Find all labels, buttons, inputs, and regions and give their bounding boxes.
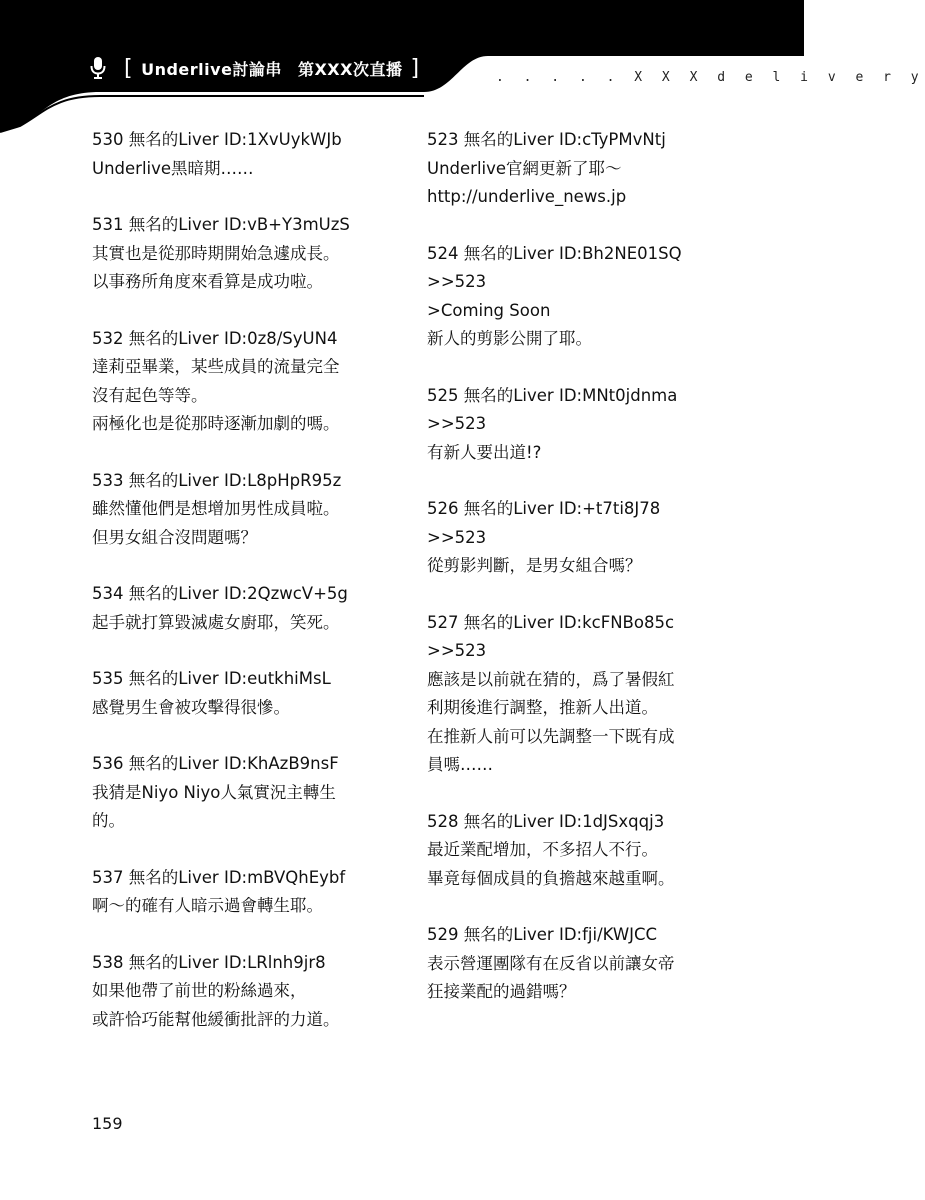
- microphone-icon: [90, 56, 106, 80]
- forum-post: [92, 126, 392, 183]
- post-line: 以事務所角度來看算是成功啦。: [92, 272, 323, 291]
- post-header: 531 無名的Liver ID:vB+Y3mUzS: [92, 215, 350, 234]
- forum-post: [92, 211, 392, 297]
- post-line: 雖然懂他們是想增加男性成員啦。: [92, 499, 340, 518]
- post-header: 537 無名的Liver ID:mBVQhEybf: [92, 867, 346, 887]
- post-header: 530 無名的Liver ID:1XvUykWJb: [92, 130, 342, 149]
- post-header: 526 無名的Liver ID:+t7ti8J78: [427, 499, 661, 518]
- post-line: 在推新人前可以先調整一下既有成: [427, 726, 675, 746]
- post-line: 利期後進行調整，推新人出道。: [427, 698, 658, 717]
- post-line: Underlive黑暗期……: [92, 158, 254, 178]
- post-header: 536 無名的Liver ID:KhAzB9nsF: [92, 754, 339, 773]
- forum-post: [92, 665, 392, 722]
- post-line: 達莉亞畢業，某些成員的流量完全: [92, 357, 340, 376]
- post-line: 或許恰巧能幫他緩衝批評的力道。: [92, 1009, 340, 1029]
- post-header: 527 無名的Liver ID:kcFNBo85c: [427, 612, 675, 632]
- post-line: 有新人要出道!?: [427, 442, 542, 462]
- post-line: >>523: [427, 414, 487, 433]
- post-header: 532 無名的Liver ID:0z8/SyUN4: [92, 328, 338, 348]
- post-line: 但男女組合沒問題嗎？: [92, 527, 257, 547]
- post-line: 最近業配增加，不多招人不行。: [427, 840, 658, 859]
- post-line: 應該是以前就在猜的，爲了暑假紅: [427, 669, 675, 689]
- post-line: 我猜是Niyo Niyo人氣實況主轉生: [92, 782, 336, 802]
- post-line: Underlive官網更新了耶～: [427, 158, 622, 178]
- post-line: >>523: [427, 641, 487, 660]
- forum-post: [427, 126, 727, 212]
- post-line: 其實也是從那時期開始急遽成長。: [92, 243, 340, 263]
- forum-post: [92, 750, 392, 836]
- post-line: 表示營運團隊有在反省以前讓女帝: [427, 953, 675, 973]
- bracket-open: [: [124, 55, 134, 81]
- post-line: 員嗎……: [427, 755, 493, 774]
- post-line: 兩極化也是從那時逐漸加劇的嗎。: [92, 414, 340, 433]
- post-header: 525 無名的Liver ID:MNt0jdnma: [427, 385, 678, 405]
- post-line: 新人的剪影公開了耶。: [427, 329, 592, 348]
- page-number: 159: [92, 1114, 123, 1133]
- left-column: [92, 126, 392, 1062]
- post-line: 啊～的確有人暗示過會轉生耶。: [92, 896, 323, 915]
- post-line: 起手就打算毀滅處女廚耶，笑死。: [92, 612, 340, 632]
- post-line: 感覺男生會被攻擊得很慘。: [92, 697, 290, 717]
- post-header: 533 無名的Liver ID:L8pHpR95z: [92, 470, 342, 490]
- post-header: 529 無名的Liver ID:fji/KWJCC: [427, 925, 658, 944]
- post-header: 538 無名的Liver ID:LRlnh9jr8: [92, 952, 326, 972]
- forum-post: [92, 467, 392, 553]
- post-header: 534 無名的Liver ID:2QzwcV+5g: [92, 584, 348, 603]
- forum-post: [92, 864, 392, 921]
- forum-post: [427, 921, 727, 1007]
- right-column: [427, 126, 727, 1035]
- forum-post: [92, 949, 392, 1035]
- post-line: 的。: [92, 811, 125, 830]
- bracket-close: ]: [410, 55, 420, 81]
- forum-post: [92, 580, 392, 637]
- post-line: 沒有起色等等。: [92, 385, 208, 405]
- running-header: [90, 52, 428, 84]
- post-line: 狂接業配的過錯嗎？: [427, 982, 576, 1001]
- post-header: 528 無名的Liver ID:1dJSxqqj3: [427, 811, 665, 831]
- post-header: 535 無名的Liver ID:eutkhiMsL: [92, 669, 331, 688]
- post-header: 524 無名的Liver ID:Bh2NE01SQ: [427, 243, 682, 263]
- post-line: 畢竟每個成員的負擔越來越重啊。: [427, 868, 675, 888]
- forum-post: [427, 240, 727, 354]
- broadcast-label: 第XXX次直播: [297, 59, 403, 79]
- thread-title: Underlive討論串: [141, 59, 282, 79]
- post-line: >Coming Soon: [427, 300, 551, 320]
- forum-post: [427, 808, 727, 894]
- forum-post: [427, 495, 727, 581]
- post-line: http://underlive_news.jp: [427, 187, 627, 206]
- post-line: 如果他帶了前世的粉絲過來，: [92, 981, 307, 1000]
- forum-post: [92, 325, 392, 439]
- post-line: >>523: [427, 527, 487, 547]
- post-header: 523 無名的Liver ID:cTyPMvNtj: [427, 130, 666, 149]
- delivery-subtitle: . . . . . X X X d e l i v e r y: [496, 70, 925, 85]
- post-line: >>523: [427, 272, 487, 291]
- forum-post: [427, 609, 727, 780]
- forum-post: [427, 382, 727, 468]
- post-line: 從剪影判斷，是男女組合嗎？: [427, 556, 642, 575]
